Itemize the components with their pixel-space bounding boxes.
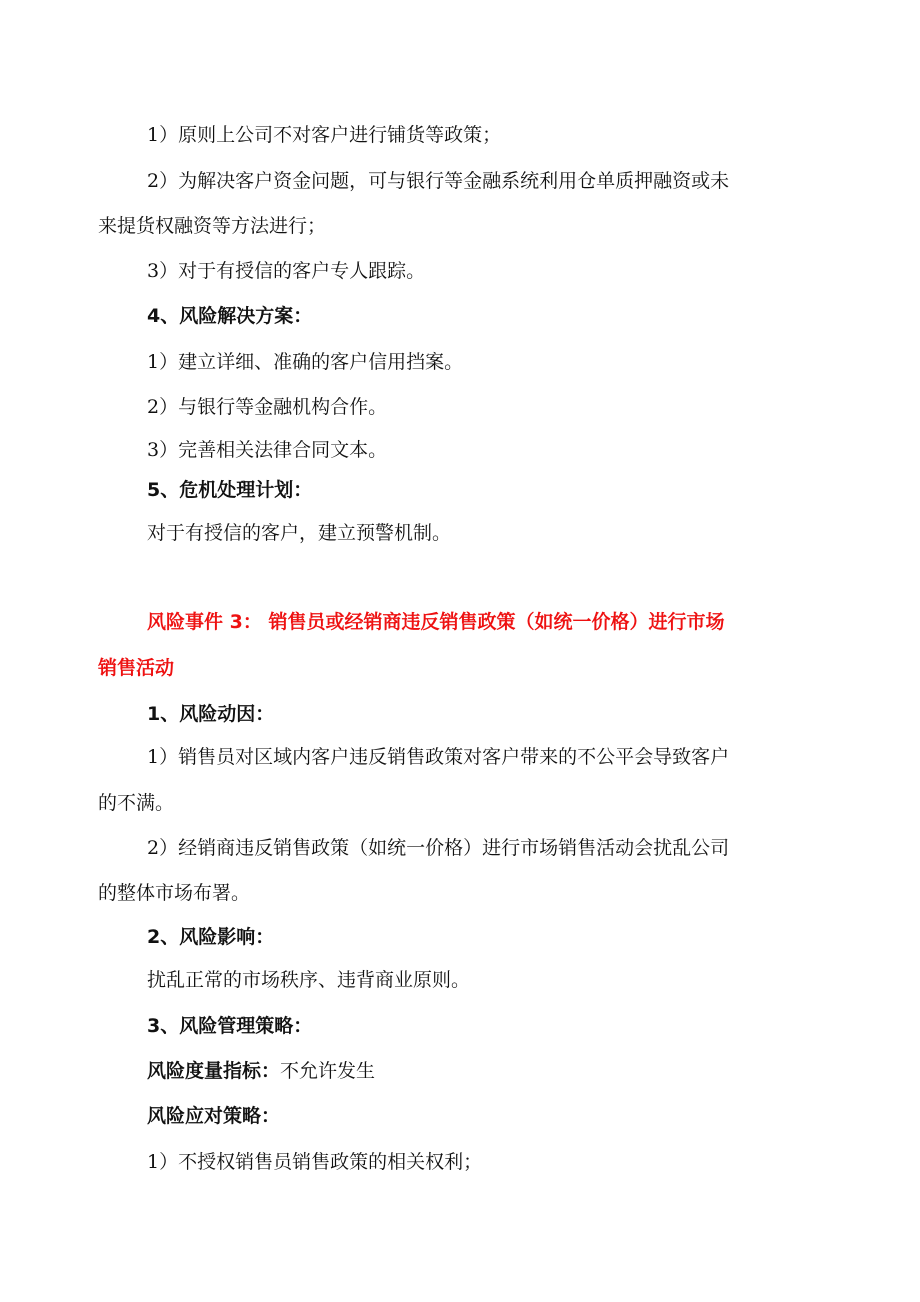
text-line: 1）销售员对区域内客户违反销售政策对客户带来的不公平会导致客户: [147, 746, 730, 768]
text-line: [147, 1059, 375, 1083]
text-line: 2）与银行等金融机构合作。: [147, 396, 388, 418]
metric-value: 不允许发生: [280, 1060, 376, 1082]
section-heading: 5、危机处理计划：: [147, 479, 313, 501]
text-line: 1）建立详细、准确的客户信用挡案。: [147, 351, 464, 373]
risk-event-heading: 销售活动: [98, 657, 175, 679]
text-line: 2）经销商违反销售政策（如统一价格）进行市场销售活动会扰乱公司: [147, 837, 730, 859]
risk-event-heading: 风险事件 3： 销售员或经销商违反销售政策（如统一价格）进行市场: [147, 611, 725, 633]
section-heading: 3、风险管理策略：: [147, 1015, 313, 1037]
metric-label: 风险度量指标：: [147, 1060, 281, 1082]
text-line: 的不满。: [98, 792, 175, 814]
section-heading: 2、风险影响：: [147, 926, 275, 948]
text-line: 3）对于有授信的客户专人跟踪。: [147, 260, 426, 282]
text-line: 2）为解决客户资金问题，可与银行等金融系统利用仓单质押融资或未: [147, 170, 730, 192]
section-heading: 4、风险解决方案：: [147, 305, 313, 327]
section-heading: 1、风险动因：: [147, 703, 275, 725]
text-line: 来提货权融资等方法进行；: [98, 215, 327, 237]
text-line: 的整体市场布署。: [98, 882, 251, 904]
text-line: 扰乱正常的市场秩序、违背商业原则。: [147, 969, 471, 991]
section-heading: 风险应对策略：: [147, 1105, 281, 1127]
text-line: 对于有授信的客户，建立预警机制。: [147, 522, 452, 544]
text-line: 1）原则上公司不对客户进行铺货等政策；: [147, 124, 502, 146]
text-line: 3）完善相关法律合同文本。: [147, 439, 388, 461]
text-line: 1）不授权销售员销售政策的相关权利；: [147, 1151, 483, 1173]
